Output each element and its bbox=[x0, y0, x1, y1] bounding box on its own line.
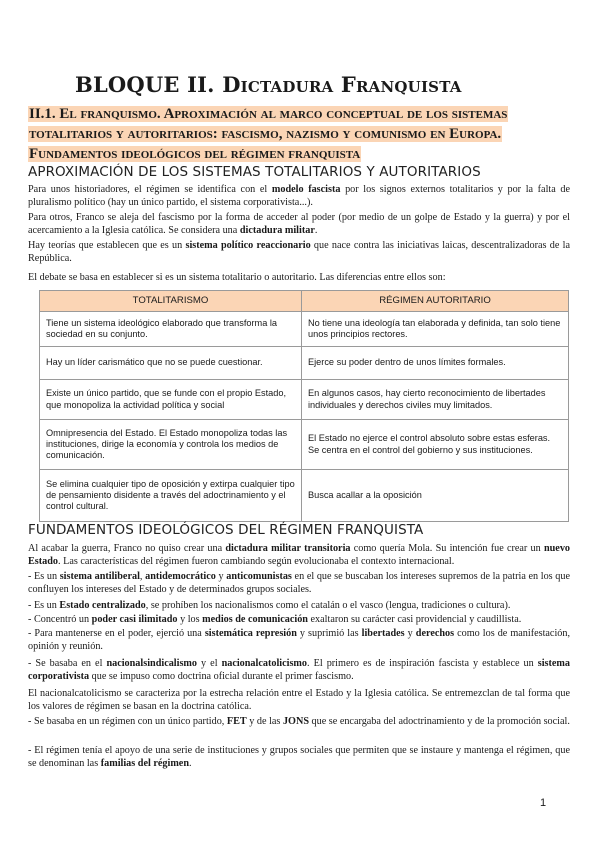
bold-text: nacionalcatolicismo bbox=[221, 658, 308, 669]
text: - Es un bbox=[28, 600, 60, 611]
table-header-totalitarismo: TOTALITARISMO bbox=[40, 291, 302, 312]
text: - Concentró un bbox=[28, 614, 92, 625]
table-header-row bbox=[40, 291, 569, 312]
bold-text: nacionalsindicalismo bbox=[106, 658, 198, 669]
bold-text: sistema antiliberal bbox=[59, 571, 140, 582]
text: - Para mantenerse en el poder, ejerció una bbox=[28, 628, 205, 639]
paragraph: El nacionalcatolicismo se caracteriza por la estrecha relación entre el Estado y la Iglesia católica. Se entremezclan de tal forma que los valores de régimen se basan en la doctrina católica. bbox=[28, 688, 570, 712]
bold-text: dictadura militar bbox=[239, 224, 315, 236]
bold-text: Estado centralizado bbox=[59, 600, 146, 611]
text: como los de manifestación, opinión y reunión. bbox=[28, 628, 571, 652]
text: Al acabar la guerra, Franco no quiso crear una bbox=[28, 543, 226, 554]
text: . bbox=[189, 757, 192, 769]
table-row bbox=[40, 420, 569, 470]
bold-text: poder casi ilimitado bbox=[91, 614, 178, 625]
bold-text: sistema político reaccionario bbox=[185, 240, 311, 251]
text: y los bbox=[177, 614, 203, 625]
bold-text: antidemocrático bbox=[145, 571, 216, 582]
text: Para otros, Franco se aleja del fascismo por la forma de acceder al poder (por medio de un golpe de Estado y la guerra) y por el acercamiento a la Iglesia católica. Se considera una bbox=[28, 212, 570, 236]
page-title bbox=[75, 72, 462, 97]
bold-text: sistema corporativista bbox=[28, 658, 571, 682]
text: por los signos externos totalitarios y por la falta de pluralismo político (hay un único partido, el sistema corporativista...). bbox=[28, 184, 571, 208]
paragraph bbox=[28, 240, 570, 265]
text: y el bbox=[197, 658, 222, 669]
table-cell: Busca acallar a la oposición bbox=[302, 470, 569, 522]
text: . El primero es de inspiración fascista y establece un bbox=[307, 658, 538, 669]
paragraph bbox=[28, 658, 570, 683]
table-cell: Hay un líder carismático que no se puede cuestionar. bbox=[40, 347, 302, 380]
table-cell: No tiene una ideología tan elaborada y definida, tan solo tiene unos principios rectores. bbox=[302, 312, 569, 347]
text: como quería Mola. Su intención fue crear un bbox=[350, 543, 544, 554]
paragraph bbox=[28, 184, 570, 209]
text: y bbox=[215, 571, 227, 582]
bold-text: derechos bbox=[415, 628, 455, 639]
table-cell: En algunos casos, hay cierto reconocimiento de libertades individuales y derechos civiles muy limitados. bbox=[302, 380, 569, 420]
text: Para unos historiadores, el régimen se identifica con el bbox=[28, 184, 272, 195]
paragraph bbox=[28, 571, 570, 596]
bold-text: anticomunistas bbox=[226, 571, 292, 582]
text: que se impuso como doctrina oficial durante el primer fascismo. bbox=[89, 670, 354, 682]
table-cell: Tiene un sistema ideológico elaborado que transforma la sociedad en su conjunto. bbox=[40, 312, 302, 347]
subheading-fundamentos: FUNDAMENTOS IDEOLÓGICOS DEL RÉGIMEN FRANQUISTA bbox=[28, 522, 424, 538]
section-heading bbox=[28, 104, 573, 164]
text: . Las características del régimen fueron cambiando según evolucionaba el contexto internacional. bbox=[58, 555, 455, 567]
paragraph bbox=[28, 745, 570, 770]
text: que nace contra las iniciativas laicas, descentralizadoras de la República. bbox=[28, 240, 570, 264]
text: , bbox=[139, 571, 146, 582]
text: en el que se buscaban los intereses supremos de la patria en los que confluyen los intereses del Estado y de determinados grupos sociales. bbox=[28, 571, 570, 595]
bold-text: medios de comunicación bbox=[202, 614, 308, 625]
comparison-table bbox=[39, 290, 569, 522]
table-cell: Ejerce su poder dentro de unos límites formales. bbox=[302, 347, 569, 380]
text: y bbox=[404, 628, 416, 639]
table-row bbox=[40, 312, 569, 347]
bold-text: sistemática represión bbox=[204, 628, 297, 639]
paragraph bbox=[28, 212, 570, 237]
subheading-aproximacion: APROXIMACIÓN DE LOS SISTEMAS TOTALITARIOS Y AUTORITARIOS bbox=[28, 164, 481, 180]
table-cell: El Estado no ejerce el control absoluto sobre estas esferas. Se centra en el control del gobierno y sus instituciones. bbox=[302, 420, 569, 470]
page-number: 1 bbox=[540, 797, 547, 809]
text: que se encargaba del adoctrinamiento y de la promoción social. bbox=[308, 716, 570, 727]
bold-text: FET bbox=[226, 716, 247, 727]
table-header-autoritario: RÉGIMEN AUTORITARIO bbox=[302, 291, 569, 312]
paragraph bbox=[28, 543, 570, 568]
paragraph bbox=[28, 614, 570, 627]
table-cell: Omnipresencia del Estado. El Estado monopoliza todas las instituciones, dirige la economía y controla los medios de comunicación. bbox=[40, 420, 302, 470]
bold-text: dictadura militar transitoria bbox=[225, 543, 351, 554]
text: . bbox=[314, 224, 318, 236]
section-heading-text: II.1. El franquismo. Aproximación al marco conceptual de los sistemas totalitarios y autoritarios: fascismo, nazismo y comunismo en Europa. Fundamentos ideológicos del régimen franquista bbox=[29, 106, 508, 162]
bold-text: modelo fascista bbox=[271, 184, 341, 195]
bold-text: libertades bbox=[361, 628, 405, 639]
paragraph bbox=[28, 716, 570, 729]
text: - Se basaba en un régimen con un único partido, bbox=[28, 716, 227, 727]
bold-text: nuevo Estado bbox=[28, 543, 571, 567]
bold-text: familias del régimen bbox=[100, 757, 189, 769]
table-cell: Se elimina cualquier tipo de oposición y extirpa cualquier tipo de pensamiento disidente a través del adoctrinamiento y el control cultural. bbox=[40, 470, 302, 522]
text: , se prohíben los nacionalismos como el catalán o el vasco (lengua, tradiciones o cultura). bbox=[145, 600, 511, 611]
text: - Es un bbox=[28, 571, 60, 582]
title-prefix: BLOQUE II. bbox=[75, 72, 215, 97]
title-rest: Dictadura Franquista bbox=[222, 72, 462, 97]
paragraph bbox=[28, 600, 570, 613]
text: y de las bbox=[246, 716, 283, 727]
paragraph: El debate se basa en establecer si es un sistema totalitario o autoritario. Las diferencias entre ellos son: bbox=[28, 272, 446, 283]
bold-text: JONS bbox=[282, 716, 309, 727]
text: y suprimió las bbox=[296, 628, 362, 639]
table-row bbox=[40, 347, 569, 380]
table-cell: Existe un único partido, que se funde con el propio Estado, que monopoliza la actividad política y social bbox=[40, 380, 302, 420]
paragraph bbox=[28, 628, 570, 653]
text: exaltaron su carácter casi providencial y caudillista. bbox=[307, 614, 522, 625]
text: - El régimen tenía el apoyo de una serie de instituciones y grupos sociales que permiten que se instaure y mantenga el régimen, que se denominan las bbox=[28, 745, 570, 769]
table-row bbox=[40, 380, 569, 420]
text: Hay teorías que establecen que es un bbox=[28, 240, 186, 251]
table-row bbox=[40, 470, 569, 522]
text: - Se basaba en el bbox=[28, 658, 107, 669]
